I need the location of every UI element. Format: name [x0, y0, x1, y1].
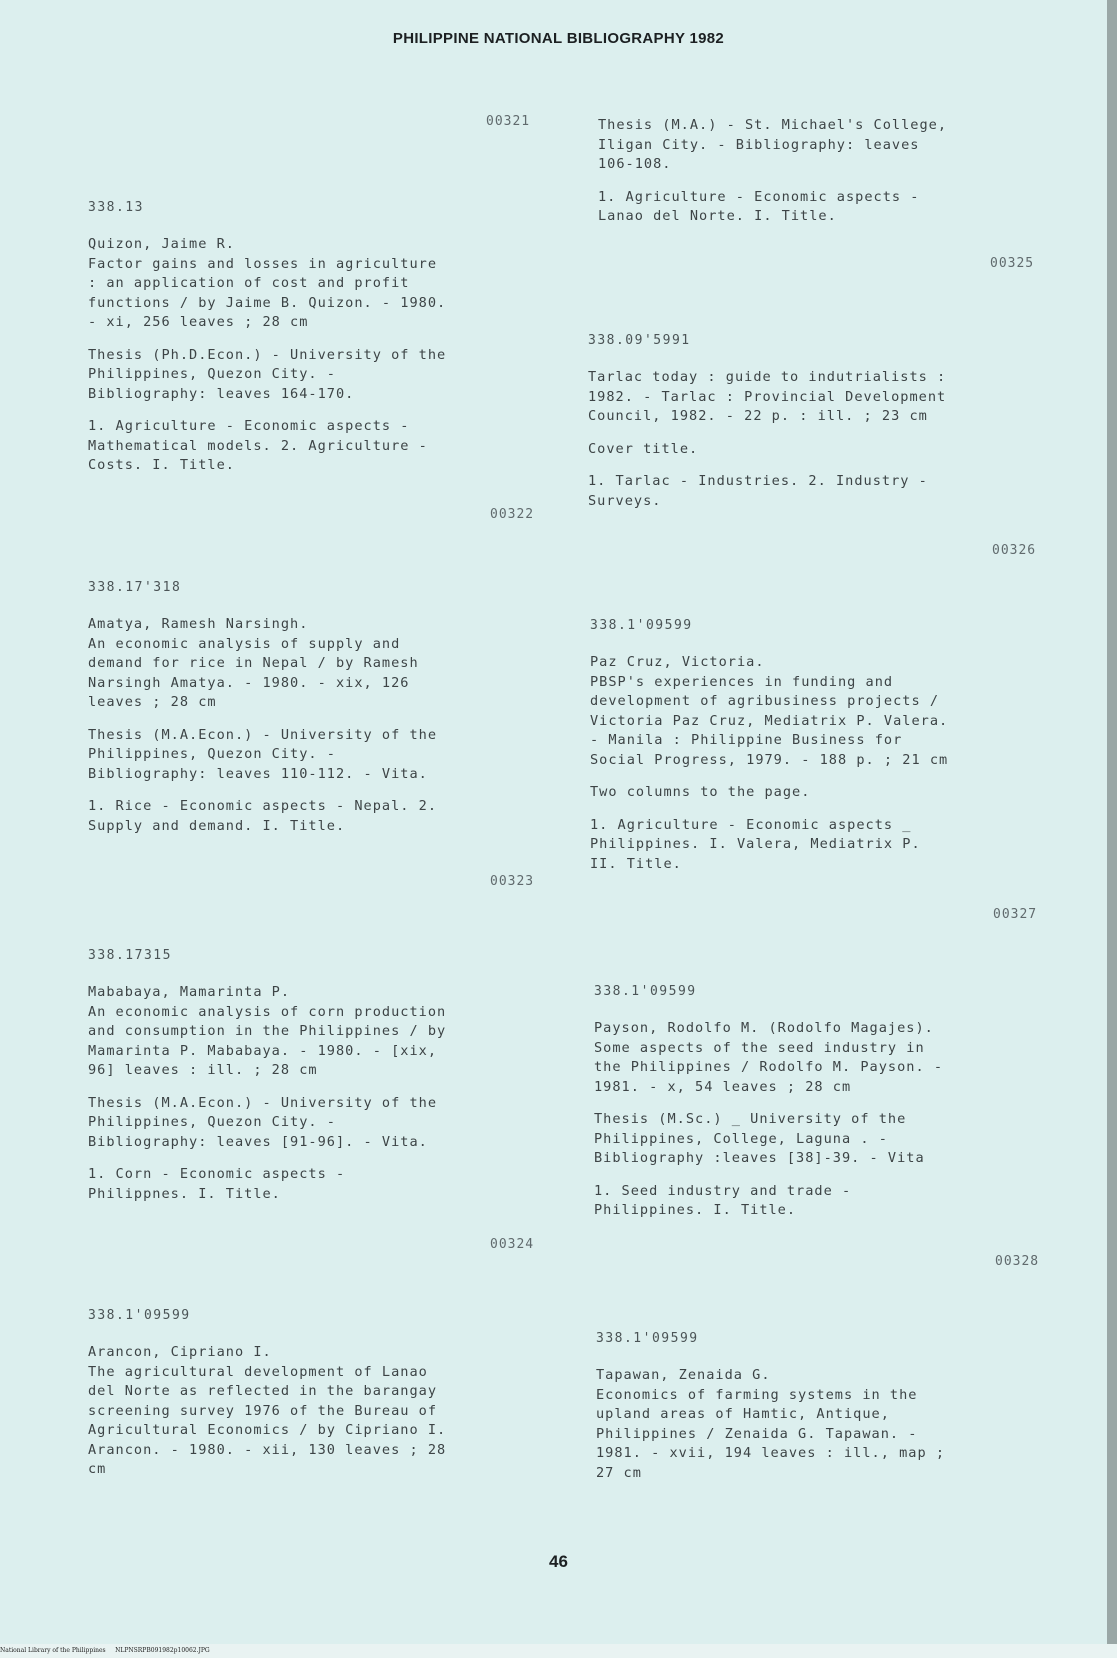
- class-number: 338.17'318: [88, 580, 182, 595]
- scan-footer: National Library of the Philippines NLPNSRPB091982p10062.JPG: [0, 1647, 210, 1654]
- record-entry-continued: [598, 116, 1068, 240]
- page-edge-shadow: [1107, 0, 1117, 1658]
- class-number: 338.09'5991: [588, 333, 691, 348]
- record-body: Tarlac today : guide to indutrialists : 1982. - Tarlac : Provincial Development Council, 1982. - 22 p. : ill. ; 23 cm: [588, 369, 947, 424]
- record-entry: [590, 618, 1060, 887]
- record-subjects: 1. Rice - Economic aspects - Nepal. 2. Supply and demand. I. Title.: [88, 798, 437, 834]
- record-note: Thesis (M.A.Econ.) - University of the Philippines, Quezon City. - Bibliography: leaves 110-112. - Vita.: [88, 726, 437, 782]
- record-subjects: 1. Agriculture - Economic aspects - Lanao del Norte. I. Title.: [598, 188, 920, 224]
- class-number: 338.1'09599: [88, 1308, 191, 1323]
- class-number: 338.1'09599: [590, 618, 693, 633]
- record-number: 00323: [490, 874, 535, 889]
- record-entry: [88, 200, 558, 489]
- record-number: 00326: [992, 543, 1037, 558]
- record-note: Cover title.: [588, 440, 699, 457]
- record-entry: [594, 984, 1064, 1234]
- record-entry: [596, 1331, 1066, 1496]
- record-number: 00322: [490, 507, 535, 522]
- page-number: 46: [549, 1552, 568, 1571]
- class-number: 338.1'09599: [596, 1331, 699, 1346]
- record-entry: [588, 333, 1058, 524]
- record-subjects: 1. Corn - Economic aspects - Philippnes. I. Title.: [88, 1166, 346, 1202]
- record-subjects: 1. Seed industry and trade - Philippines. I. Title.: [594, 1182, 852, 1218]
- page-title: PHILIPPINE NATIONAL BIBLIOGRAPHY 1982: [392, 30, 725, 47]
- record-subjects: 1. Agriculture - Economic aspects - Mathematical models. 2. Agriculture - Costs. I. Title.: [88, 418, 428, 473]
- record-number: 00324: [490, 1237, 535, 1252]
- class-number: 338.13: [88, 200, 144, 215]
- record-note: Thesis (M.A.) - St. Michael's College, Iligan City. - Bibliography: leaves 106-108.: [598, 117, 947, 172]
- class-number: 338.17315: [88, 948, 172, 963]
- record-number: 00325: [990, 256, 1035, 271]
- record-entry: [88, 948, 558, 1217]
- record-body: Payson, Rodolfo M. (Rodolfo Magajes). Some aspects of the seed industry in the Philippines / Rodolfo M. Payson. - 1981. - x, 54 leaves ; 28 cm: [594, 1020, 943, 1095]
- record-body: Arancon, Cipriano I. The agricultural development of Lanao del Norte as reflected in the barangay screening survey 1976 of the Bureau of Agricultural Economics / by Cipriano I. Arancon. - 1980. - xii, 130 leaves ; 28 cm: [88, 1344, 447, 1477]
- record-subjects: 1. Tarlac - Industries. 2. Industry - Surveys.: [588, 473, 928, 509]
- record-note: Two columns to the page.: [590, 784, 811, 800]
- record-note: Thesis (Ph.D.Econ.) - University of the Philippines, Quezon City. - Bibliography: leaves 164-170.: [88, 346, 447, 402]
- record-body: Paz Cruz, Victoria. PBSP's experiences in funding and development of agribusiness projects / Victoria Paz Cruz, Mediatrix P. Valera. - Manila : Philippine Business for Social Progress, 1979. - 188 p. ; 21 cm: [590, 654, 949, 768]
- record-note: Thesis (M.Sc.) _ University of the Philippines, College, Laguna . - Bibliography :leaves [38]-39. - Vita: [594, 1111, 925, 1166]
- record-number: 00328: [995, 1254, 1040, 1269]
- class-number: 338.1'09599: [594, 984, 697, 999]
- record-number: 00321: [486, 114, 531, 129]
- record-body: Tapawan, Zenaida G. Economics of farming systems in the upland areas of Hamtic, Antique, Philippines / Zenaida G. Tapawan. - 1981. - xvii, 194 leaves : ill., map ; 27 cm: [596, 1367, 945, 1481]
- record-entry: [88, 580, 558, 849]
- record-body: Mababaya, Mamarinta P. An economic analysis of corn production and consumption in the Philippines / by Mamarinta P. Mababaya. - 1980. - [xix, 96] leaves : ill. ; 28 cm: [88, 984, 447, 1078]
- record-subjects: 1. Agriculture - Economic aspects _ Philippines. I. Valera, Mediatrix P. II. Title.: [590, 816, 921, 872]
- record-entry: [88, 1308, 558, 1493]
- record-note: Thesis (M.A.Econ.) - University of the Philippines, Quezon City. - Bibliography: leaves [91-96]. - Vita.: [88, 1094, 437, 1150]
- record-number: 00327: [993, 907, 1038, 922]
- record-body: Amatya, Ramesh Narsingh. An economic analysis of supply and demand for rice in Nepal / by Ramesh Narsingh Amatya. - 1980. - xix, 126 leaves ; 28 cm: [88, 616, 419, 710]
- record-body: Quizon, Jaime R. Factor gains and losses in agriculture : an application of cost and profit functions / by Jaime B. Quizon. - 1980. - xi, 256 leaves ; 28 cm: [88, 236, 447, 330]
